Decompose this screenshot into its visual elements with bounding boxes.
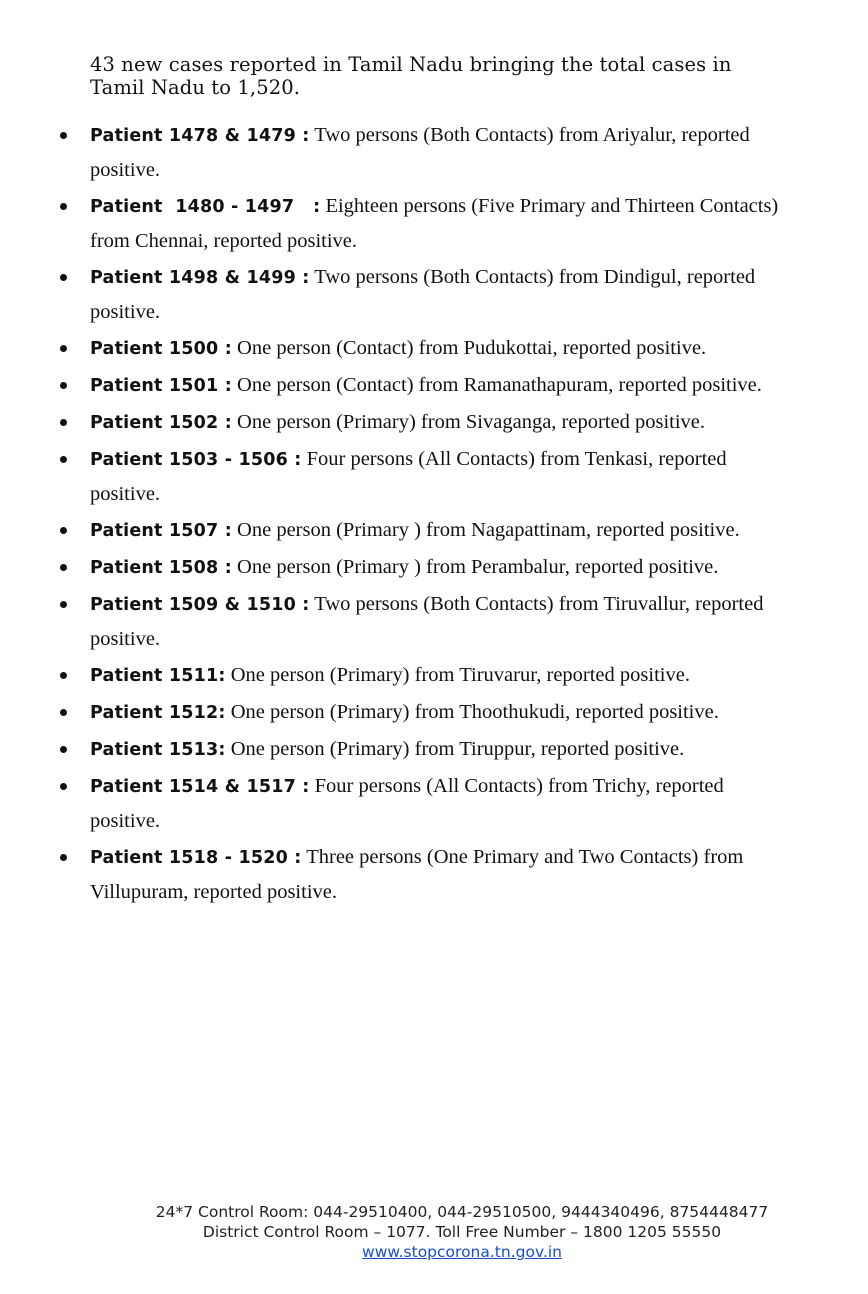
bullet-icon [60, 382, 67, 389]
patient-label: Patient 1509 & 1510 : [90, 595, 310, 615]
patient-label: Patient 1512: [90, 703, 226, 723]
list-item [0, 513, 798, 548]
footer [0, 1202, 868, 1262]
website-link[interactable]: www.stopcorona.tn.gov.in [362, 1243, 562, 1261]
bullet-icon [60, 746, 67, 753]
patient-text: One person (Contact) from Ramanathapuram, reported positive. [231, 374, 762, 396]
patient-label: Patient 1502 : [90, 413, 232, 433]
patient-label: Patient 1478 & 1479 : [90, 126, 310, 146]
bullet-icon [60, 132, 67, 139]
patient-label: Patient 1500 : [90, 339, 232, 359]
bullet-icon [60, 564, 67, 571]
list-item [0, 442, 798, 511]
list-item [0, 405, 798, 440]
patient-label: Patient 1514 & 1517 : [90, 777, 310, 797]
list-item [0, 550, 798, 585]
patient-text: Two persons (Both Contacts) from Tiruvallur, reported positive. [90, 593, 764, 650]
patient-label: Patient 1508 : [90, 558, 232, 578]
bullet-icon [60, 783, 67, 790]
bullet-icon [60, 527, 67, 534]
patient-text: One person (Primary ) from Perambalur, reported positive. [231, 556, 719, 578]
patient-text: One person (Primary ) from Nagapattinam, reported positive. [231, 519, 740, 541]
patient-text: One person (Primary) from Sivaganga, reported positive. [231, 411, 706, 433]
bullet-icon [60, 274, 67, 281]
patient-label: Patient 1480 - 1497 : [90, 197, 321, 217]
list-item [0, 189, 798, 258]
patient-label: Patient 1503 - 1506 : [90, 450, 302, 470]
list-item [0, 587, 798, 656]
list-item [0, 695, 798, 730]
bullet-icon [60, 672, 67, 679]
patient-text: Four persons (All Contacts) from Tenkasi, reported positive. [90, 448, 727, 505]
list-item [0, 368, 798, 403]
patient-label: Patient 1511: [90, 666, 226, 686]
bullet-icon [60, 709, 67, 716]
intro-paragraph: 43 new cases reported in Tamil Nadu bringing the total cases in Tamil Nadu to 1,520. [90, 53, 732, 99]
patient-list [0, 118, 868, 911]
patient-label: Patient 1501 : [90, 376, 232, 396]
patient-label: Patient 1498 & 1499 : [90, 268, 310, 288]
control-room-numbers: 24*7 Control Room: 044-29510400, 044-29510500, 9444340496, 8754448477 [155, 1203, 769, 1221]
list-item [0, 118, 798, 187]
bullet-icon [60, 419, 67, 426]
patient-text: Eighteen persons (Five Primary and Thirteen Contacts) from Chennai, reported positive. [90, 195, 779, 252]
patient-text: Two persons (Both Contacts) from Ariyalur, reported positive. [90, 124, 750, 181]
patient-text: One person (Primary) from Tiruvarur, reported positive. [225, 664, 690, 686]
patient-text: Three persons (One Primary and Two Contacts) from Villupuram, reported positive. [90, 846, 744, 903]
bullet-icon [60, 854, 67, 861]
patient-label: Patient 1513: [90, 740, 226, 760]
list-item [0, 260, 798, 329]
list-item [0, 840, 798, 909]
bullet-icon [60, 601, 67, 608]
patient-label: Patient 1507 : [90, 521, 232, 541]
patient-text: Two persons (Both Contacts) from Dindigul, reported positive. [90, 266, 756, 323]
list-item [0, 331, 798, 366]
patient-text: Four persons (All Contacts) from Trichy, reported positive. [90, 775, 724, 832]
bullet-icon [60, 203, 67, 210]
bullet-icon [60, 345, 67, 352]
list-item [0, 732, 798, 767]
patient-text: One person (Primary) from Tiruppur, reported positive. [225, 738, 685, 760]
list-item [0, 769, 798, 838]
patient-text: One person (Primary) from Thoothukudi, reported positive. [225, 701, 719, 723]
district-control-room: District Control Room – 1077. Toll Free Number – 1800 1205 55550 [202, 1223, 722, 1241]
list-item [0, 658, 798, 693]
patient-label: Patient 1518 - 1520 : [90, 848, 302, 868]
bullet-icon [60, 456, 67, 463]
patient-text: One person (Contact) from Pudukottai, reported positive. [231, 337, 707, 359]
